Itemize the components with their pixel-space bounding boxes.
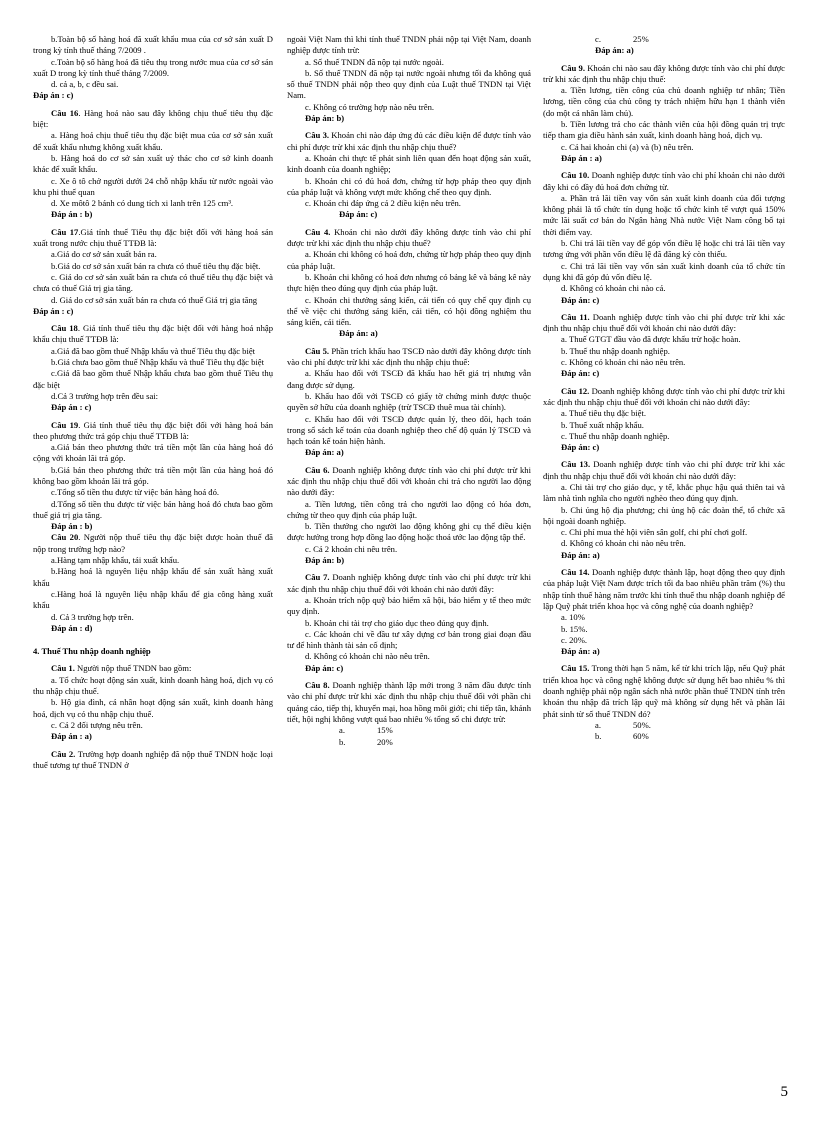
paragraph: c. Không có trường hợp nào nêu trên.	[305, 101, 435, 112]
answer-line: Đáp án : b)	[51, 209, 93, 220]
paragraph: a.Giá đã bao gồm thuế Nhập khẩu và thuế Tiêu thụ đặc biệt	[51, 345, 256, 356]
paragraph: b. Tiền lương trả cho các thành viên của hội đồng quản trị trực tiếp tham gia điều hành sản xuất, kinh doanh hàng hoá, dịch vụ.	[543, 119, 785, 141]
answer-line: Đáp án : c)	[51, 402, 92, 413]
question-body: Doanh nghiệp được tính vào chi phí được trừ khi xác định thu nhập chịu thuế đối với khoản chi nào dưới đây:	[543, 311, 785, 334]
question-text	[543, 170, 785, 193]
answer-line: Đáp án: a)	[561, 646, 600, 657]
paragraph: c.Hàng hoá là nguyên liệu nhập khẩu để gia công hàng xuất khẩu	[33, 588, 273, 611]
question-number: Câu 9.	[561, 62, 585, 73]
question-text	[543, 63, 785, 86]
column-middle	[287, 34, 531, 748]
answer-option	[543, 34, 785, 45]
question-number: Câu 7.	[305, 572, 330, 583]
paragraph: d. Không có khoản chi nào cả.	[561, 283, 666, 294]
paragraph: c. Giá do cơ sở sản xuất bán ra chưa có thuế tiêu thụ đặc biệt và chưa có thuế Giá trị gia tăng.	[33, 271, 273, 294]
paragraph: d. Cả 3 trường hợp trên.	[51, 611, 134, 622]
question-text	[287, 465, 531, 499]
question-text	[33, 749, 273, 772]
question-text	[543, 386, 785, 409]
paragraph: c. Cả 2 đối tượng nêu trên.	[51, 719, 143, 730]
question-body: Doanh nghiệp thành lập mới trong 3 năm đầu được tính vào chi phí được trừ khi xác định thu nhập chịu thuế đối với phần chi quảng cáo, tiếp thị, khuyến mại, hoa hồng môi giới; chi tiếp tân, khánh tiết, hội nghị không vượt quá bao nhiêu % tổng số chi được trừ:	[287, 680, 531, 724]
answer-line: Đáp án : a)	[51, 731, 92, 742]
paragraph: a.Giá bán theo phương thức trả tiền một lần của hàng hoá đó cộng với khoản lãi trả góp.	[33, 442, 273, 464]
paragraph: b. Chi ủng hộ địa phương; chi ủng hộ các đoàn thể, tổ chức xã hội ngoài doanh nghiệp.	[543, 504, 785, 526]
question-number: Câu 17	[51, 226, 79, 237]
question-number: Câu 10.	[561, 170, 590, 181]
paragraph: d. Không có khoản chi nào nêu trên.	[305, 651, 430, 662]
answer-line: Đáp án: a)	[595, 45, 634, 56]
question-body: Doanh nghiệp không được tính vào chi phí được trừ khi xác định thu nhập chịu thuế đối với khoản chi nào dưới đây:	[287, 572, 531, 594]
answer-line: Đáp án: c)	[305, 662, 344, 673]
question-body: Doanh nghiệp không được tính vào chi phí được trừ khi xác định thu nhập chịu thuế đối với khoản chi trả cho người lao động nào dưới đây:	[287, 464, 531, 498]
answer-line: Đáp án: c)	[561, 368, 600, 379]
answer-option	[287, 725, 531, 736]
question-number: Câu 20	[51, 532, 79, 543]
paragraph: b. 15%.	[561, 623, 588, 634]
answer-line: Đáp án: b)	[305, 113, 345, 124]
paragraph: a.Giá do cơ sở sản xuất bán ra.	[51, 249, 157, 260]
option-text: 50%.	[633, 719, 651, 730]
option-letter: a.	[595, 719, 601, 730]
question-number: Câu 11.	[561, 311, 590, 322]
paragraph: a. Tiền lương, tiền công của chủ doanh nghiệp tư nhân; Tiền lương, tiền công của chủ công ty trách nhiệm hữu hạn 1 thành viên (do một cá nhân làm chủ).	[543, 85, 785, 118]
question-text	[33, 663, 273, 674]
question-text	[287, 130, 531, 153]
question-body: Khoản chi nào sau đây không được tính vào chi phí được trừ khi xác định thu nhập chịu thuế:	[543, 62, 785, 84]
paragraph: c. Các khoản chi về đầu tư xây dựng cơ bản trong giai đoạn đầu tư để hình thành tài sản cố định;	[287, 628, 531, 651]
answer-line: Đáp án: b)	[305, 555, 345, 566]
paragraph: d.Cả 3 trường hợp trên đều sai:	[51, 390, 159, 401]
question-number: Câu 16	[51, 107, 79, 118]
paragraph: a.Hàng tạm nhập khẩu, tái xuất khẩu.	[51, 555, 180, 566]
question-body: Người nộp thuế TNDN bao gồm:	[74, 663, 192, 674]
paragraph: a. Thuế tiêu thụ đặc biệt.	[561, 408, 647, 419]
question-text	[33, 532, 273, 555]
question-text	[287, 572, 531, 595]
option-text: 25%	[633, 34, 649, 44]
paragraph: b. Thuế xuất nhập khẩu.	[561, 419, 644, 430]
answer-line: Đáp án: a)	[305, 447, 344, 458]
answer-line: Đáp án : c)	[33, 90, 74, 101]
answer-option	[287, 737, 531, 748]
question-body: . Hàng hoá nào sau đây không chịu thuế tiêu thụ đặc biệt:	[33, 107, 273, 130]
question-text	[543, 312, 785, 335]
column-right	[543, 34, 785, 743]
question-body: Phần trích khấu hao TSCĐ nào dưới đây không được tính vào chi phí được trừ khi xác định thu nhập chịu thuế:	[287, 345, 531, 368]
paragraph: c. Chi trả lãi tiền vay vốn sản xuất kinh doanh của tổ chức tín dụng khi đã góp đủ vốn điều lệ.	[543, 260, 785, 282]
answer-line: Đáp án: a)	[561, 549, 600, 560]
question-text	[543, 459, 785, 482]
paragraph: b.Giá bán theo phương thức trả tiền một lần của hàng hoá đó không bao gồm khoản lãi trả góp.	[33, 464, 273, 486]
question-number: Câu 18	[51, 323, 78, 334]
paragraph: c. Chi phí mua thẻ hội viên sân golf, chi phí chơi golf.	[561, 527, 748, 538]
question-body: Khoản chi nào đáp ứng đủ các điều kiện để được tính vào chi phí được trừ khi xác định thu nhập chịu thuế?	[287, 130, 531, 152]
paragraph: a. Tổ chức hoạt động sản xuất, kinh doanh hàng hoá, dịch vụ có thu nhập chịu thuế.	[33, 674, 273, 697]
question-text	[33, 227, 273, 250]
option-text: 20%	[377, 736, 393, 747]
paragraph: b. Hộ gia đình, cá nhân hoạt động sản xuất, kinh doanh hàng hoá, dịch vụ có thu nhập chịu thuế.	[33, 697, 273, 719]
question-body: Doanh nghiệp được tính vào chi phí được trừ khi xác định thu nhập chịu thuế đối với khoản chi nào dưới đây:	[543, 459, 785, 481]
paragraph: ngoài Việt Nam thì khi tính thuế TNDN phải nộp tại Việt Nam, doanh nghiệp được tính trừ:	[287, 34, 531, 56]
paragraph: a. Thuế GTGT đầu vào đã được khấu trừ hoặc hoàn.	[561, 334, 741, 345]
paragraph: b. Chi trả lãi tiền vay để góp vốn điều lệ hoặc chi trả lãi tiền vay tương ứng với phần vốn điều lệ đã đăng ký còn thiếu.	[543, 238, 785, 260]
question-number: Câu 13.	[561, 459, 591, 470]
paragraph: c. Cả 2 khoản chi nêu trên.	[305, 543, 398, 554]
question-body: Trong thời hạn 5 năm, kể từ khi trích lập, nếu Quỹ phát triển khoa học và công nghệ không được sử dụng hết bao nhiêu % thì doanh nghiệp phải nộp ngân sách nhà nước phần thuế TNDN tính trên khoản thu nhập đã trích lập quỹ mà không sử dụng hết và phần lãi phát sinh từ số thuế TNDN đó?	[543, 663, 785, 719]
paragraph: b. Khấu hao đối với TSCĐ có giấy tờ chứng minh được thuộc quyền sở hữu của doanh nghiệp (trừ TSCĐ thuê mua tài chính).	[287, 390, 531, 413]
question-number: Câu 19	[51, 419, 79, 430]
paragraph: c.Tổng số tiền thu được từ việc bán hàng hoá đó.	[51, 487, 220, 498]
question-body: . Người nộp thuế tiêu thụ đặc biệt được hoàn thuế đã nộp trong trường hợp nào?	[33, 532, 273, 554]
option-text: 60%	[633, 731, 649, 742]
question-number: Câu 1.	[51, 663, 75, 674]
question-text	[33, 108, 273, 131]
paragraph: b. Khoản chi không có hoá đơn nhưng có bảng kê và bảng kê này thực hiện theo đúng quy định của pháp luật.	[287, 271, 531, 294]
paragraph: c. Khấu hao đối với TSCĐ được quản lý, theo dõi, hạch toán trong sổ sách kế toán của doanh nghiệp theo chế độ quản lý TSCĐ và hạch toán kế toán hiện hành.	[287, 413, 531, 447]
option-letter: c.	[595, 34, 601, 44]
question-number: Câu 4.	[305, 226, 331, 237]
answer-line: Đáp án: a)	[339, 328, 378, 339]
question-number: Câu 12.	[561, 385, 590, 396]
question-body: . Giá tính thuế tiêu thụ đặc biệt đối với hàng hoá bán theo phương thức trả góp chịu thuế TTĐB là:	[33, 419, 273, 441]
paragraph: c. 20%.	[561, 634, 588, 645]
question-number: Câu 3.	[305, 130, 330, 141]
question-number: Câu 6.	[305, 464, 330, 475]
option-letter: a.	[339, 725, 345, 736]
question-text	[543, 567, 785, 612]
paragraph: a. 10%	[561, 612, 585, 623]
paragraph: b.Hàng hoá là nguyên liệu nhập khẩu để sản xuất hàng xuất khẩu	[33, 566, 273, 588]
answer-option	[543, 731, 785, 742]
paragraph: a. Phần trả lãi tiền vay vốn sản xuất kinh doanh của đối tượng không phải là tổ chức tín dụng hoặc tổ chức kinh tế vượt quá 150% mức lãi suất cơ bản do Ngân hàng Nhà nước Việt Nam công bố tại thời điểm vay.	[543, 192, 785, 237]
question-body: . Giá tính thuế tiêu thụ đặc biệt đối với hàng hoá nhập khẩu chịu thuế TTĐB là:	[33, 323, 273, 345]
question-text	[287, 346, 531, 369]
answer-option	[543, 720, 785, 731]
paragraph: b.Toàn bộ số hàng hoá đã xuất khẩu mua của cơ sở sản xuất D trong kỳ tính thuế tháng 7/2009 .	[33, 34, 273, 56]
paragraph: c.Toàn bộ số hàng hoá đã tiêu thụ trong nước mua của cơ sở sản xuất D trong kỳ tính thuế tháng 7/2009.	[33, 56, 273, 78]
option-letter: b.	[595, 731, 602, 742]
answer-line: Đáp án : c)	[33, 305, 74, 316]
answer-line: Đáp án: c)	[561, 442, 600, 453]
paragraph: d.Tổng số tiền thu được từ việc bán hàng hoá đó chưa bao gồm thuế giá trị gia tăng.	[33, 498, 273, 520]
question-body: Doanh nghiệp không được tính vào chi phí được trừ khi xác định thu nhập chịu thuế đối với khoản chi nào dưới đây:	[543, 385, 785, 407]
paragraph: b. Khoản chi tài trợ cho giáo dục theo đúng quy định.	[305, 617, 489, 628]
column-left	[33, 34, 273, 771]
page-number: 5	[780, 1084, 788, 1100]
question-body: Khoản chi nào dưới đây không được tính vào chi phí được trừ khi xác định thu nhập chịu thuế?	[287, 226, 531, 249]
option-text: 15%	[377, 725, 393, 736]
paragraph: a. Khoản trích nộp quỹ bảo hiểm xã hội, bảo hiểm y tế theo mức quy định.	[287, 594, 531, 617]
paragraph: c. Xe ô tô chở người dưới 24 chỗ nhập khẩu từ nước ngoài vào khu phi thuế quan	[33, 175, 273, 197]
answer-line: Đáp án: c)	[339, 209, 378, 220]
paragraph: c. Khoản chi đáp ứng cả 2 điều kiện nêu trên.	[305, 198, 461, 209]
paragraph: a. Hàng hoá chịu thuế tiêu thụ đặc biệt mua của cơ sở sản xuất để xuất khẩu nhưng không xuất khẩu.	[33, 130, 273, 152]
question-text	[33, 420, 273, 443]
question-number: Câu 14.	[561, 567, 590, 578]
answer-line: Đáp án: c)	[561, 294, 600, 305]
paragraph: a. Số thuế TNDN đã nộp tại nước ngoài.	[305, 56, 444, 67]
paragraph: b. Số thuế TNDN đã nộp tại nước ngoài nhưng tối đa không quá số thuế TNDN phải nộp theo quy định của Luật thuế TNDN tại Việt Nam.	[287, 67, 531, 101]
paragraph: d. cả a, b, c đều sai.	[51, 79, 119, 90]
paragraph: c. Không có khoản chi nào nêu trên.	[561, 357, 686, 368]
section-heading: 4. Thuế Thu nhập doanh nghiệp	[33, 646, 151, 657]
question-body: Doanh nghiệp được tính vào chi phí khoản chi nào dưới đây khi có đầy đủ hoá đơn chứng từ.	[543, 170, 785, 192]
question-number: Câu 5.	[305, 345, 330, 356]
option-letter: b.	[339, 736, 346, 747]
question-number: Câu 2.	[51, 748, 76, 759]
paragraph: a. Chi tài trợ cho giáo dục, y tế, khắc phục hậu quả thiên tai và làm nhà tình nghĩa cho người nghèo theo đúng quy định.	[543, 481, 785, 504]
question-text	[543, 663, 785, 719]
question-text	[33, 323, 273, 346]
paragraph: c. Thuế thu nhập doanh nghiệp.	[561, 430, 670, 441]
paragraph: a. Tiền lương, tiền công trả cho người lao động có hóa đơn, chứng từ theo quy định của pháp luật.	[287, 498, 531, 520]
paragraph: c. Khoản chi thưởng sáng kiến, cải tiến có quy chế quy định cụ thể về việc chi thưởng sáng kiến, cải tiến, có hội đồng nghiệm thu sáng kiến, cải tiến.	[287, 294, 531, 328]
paragraph: c.Giá đã bao gồm thuế Nhập khẩu chưa bao gồm thuế Tiêu thụ đặc biệt	[33, 368, 273, 390]
paragraph: b. Thuế thu nhập doanh nghiệp.	[561, 345, 670, 356]
paragraph: a. Khoản chi không có hoá đơn, chứng từ hợp pháp theo quy định của pháp luật.	[287, 249, 531, 271]
paragraph: b. Tiền thưởng cho người lao động không ghi cụ thể điều kiện được hưởng trong hợp đồng lao động hoặc thoả ước lao động tập thể.	[287, 521, 531, 543]
question-text	[287, 680, 531, 725]
paragraph: d. Xe môtô 2 bánh có dung tích xi lanh trên 125 cm³.	[51, 198, 234, 209]
question-number: Câu 8.	[305, 680, 330, 691]
paragraph: b. Hàng hoá do cơ sở sản xuất uỷ thác cho cơ sở kinh doanh khác để xuất khẩu.	[33, 152, 273, 175]
question-body: Doanh nghiệp được thành lập, hoạt động theo quy định của pháp luật Việt Nam được trích tối đa bao nhiêu phần trăm (%) thu nhập tính thuế hàng năm trước khi tính thuế thu nhập doanh nghiệp để lập Quỹ phát triển khoa học và công nghệ của doanh nghiệp?	[543, 567, 785, 611]
paragraph: b.Giá do cơ sở sản xuất bán ra chưa có thuế tiêu thụ đặc biệt.	[51, 260, 261, 271]
paragraph: b.Giá chưa bao gồm thuế Nhập khẩu và thuế Tiêu thụ đặc biệt	[51, 357, 265, 368]
answer-line: Đáp án : b)	[51, 521, 93, 532]
question-text	[287, 227, 531, 250]
question-number: Câu 15.	[561, 663, 590, 674]
paragraph: a. Khấu hao đối với TSCĐ đã khấu hao hết giá trị nhưng vẫn đang được sử dụng.	[287, 368, 531, 390]
paragraph: b. Khoản chi có đủ hoá đơn, chứng từ hợp pháp theo quy định của pháp luật và không vượt mức khống chế theo quy định.	[287, 175, 531, 197]
paragraph: d. Giá do cơ sở sản xuất bán ra chưa có thuế Giá trị gia tăng	[51, 294, 258, 305]
question-body: .Giá tính thuế Tiêu thụ đặc biệt đối với hàng hoá sản xuất trong nước chịu thuế TTĐB là:	[33, 226, 273, 249]
answer-line: Đáp án : a)	[561, 152, 602, 163]
paragraph: a. Khoản chi thực tế phát sinh liên quan đến hoạt động sản xuất, kinh doanh của doanh nghiệp;	[287, 152, 531, 175]
answer-line: Đáp án : d)	[51, 622, 93, 633]
paragraph: d. Không có khoản chi nào nêu trên.	[561, 538, 686, 549]
question-body: Trường hợp doanh nghiệp đã nộp thuế TNDN hoặc loại thuế tương tự thuế TNDN ở	[33, 748, 273, 770]
paragraph: c. Cả hai khoản chi (a) và (b) nêu trên.	[561, 141, 694, 152]
